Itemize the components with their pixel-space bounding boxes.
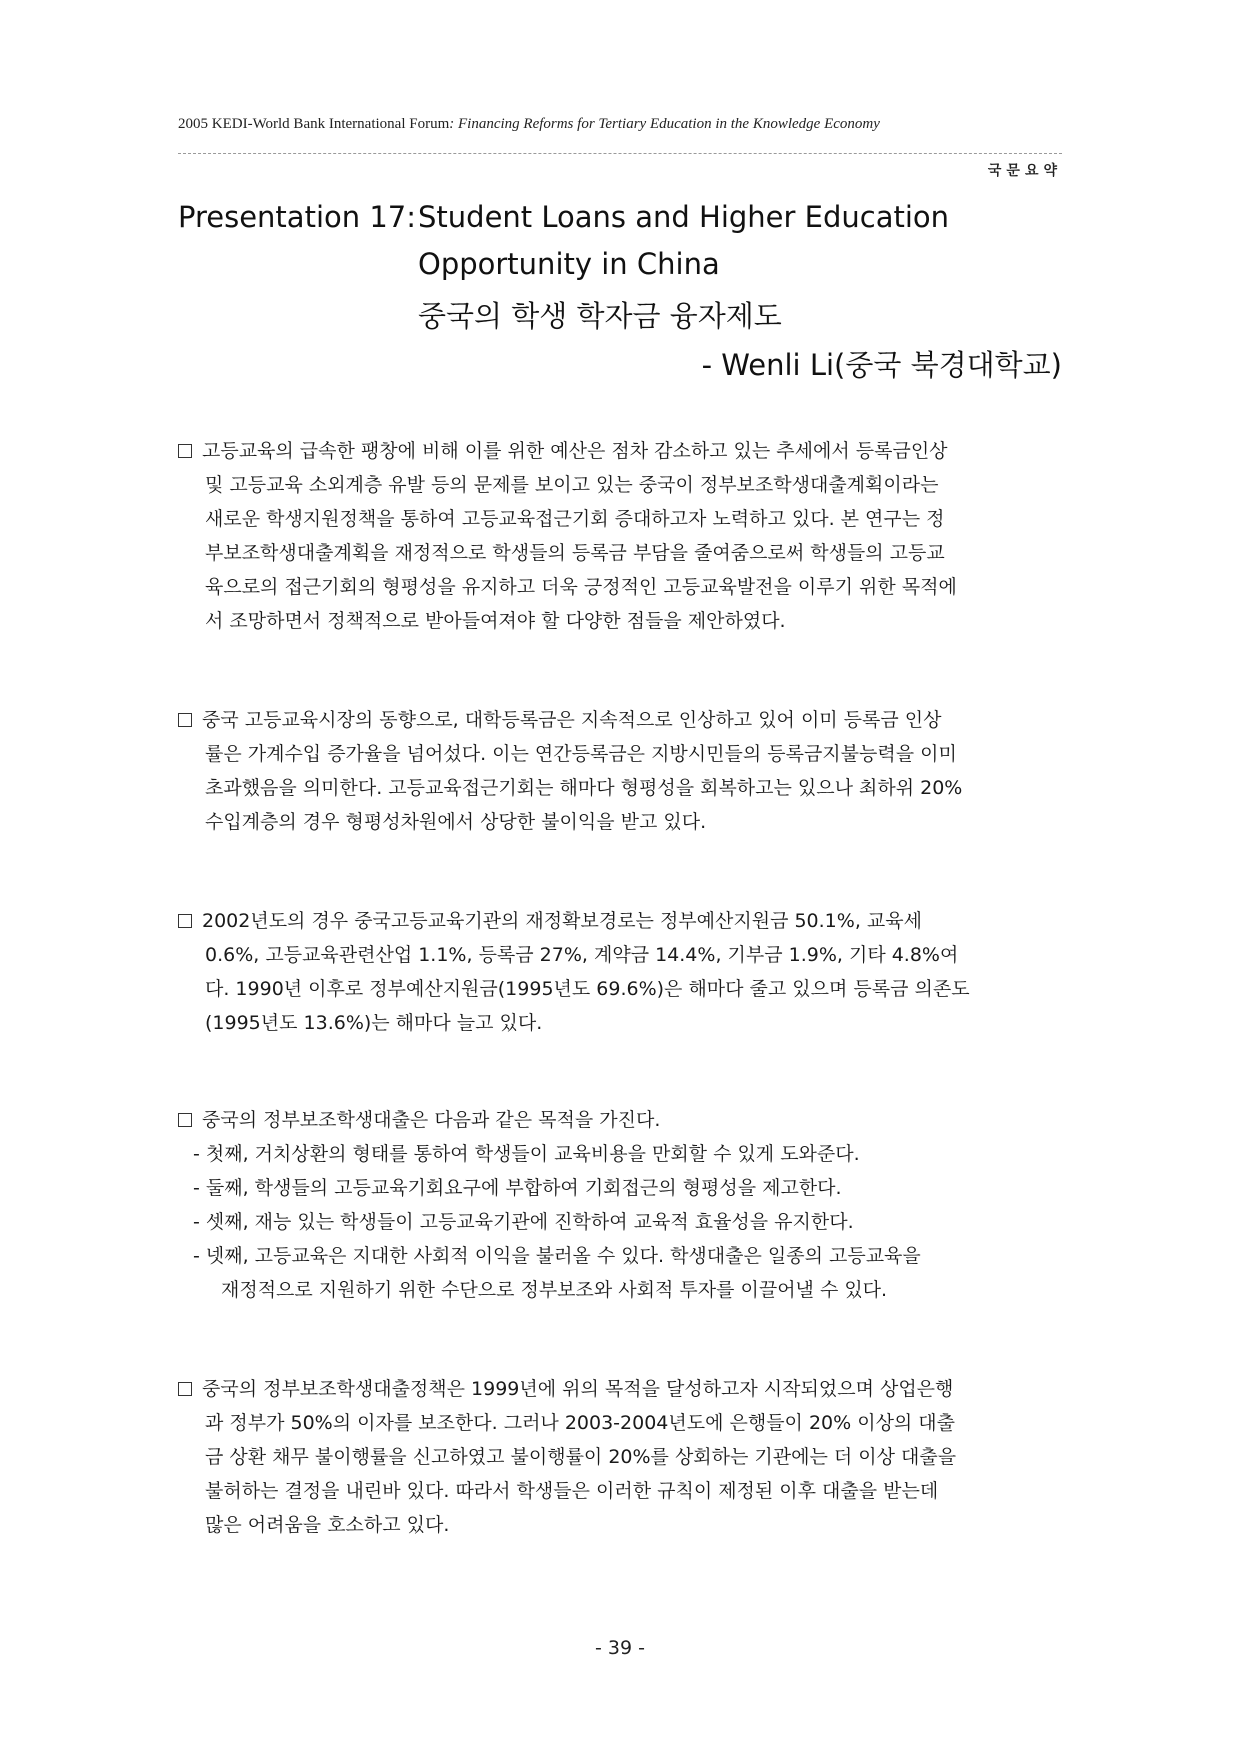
list-item: - 셋째, 재능 있는 학생들이 고등교육기관에 진학하여 교육적 효율성을 유지한다. (193, 1211, 854, 1233)
title-line-1: Student Loans and Higher Education (418, 200, 950, 234)
paragraph-intro: 중국의 정부보조학생대출은 다음과 같은 목적을 가진다. (202, 1109, 661, 1131)
paragraph-line: 부보조학생대출계획을 재정적으로 학생들의 등록금 부담을 줄여줌으로써 학생들의 고등교 (205, 542, 945, 564)
paragraph-line: 다. 1990년 이후로 정부예산지원금(1995년도 69.6%)은 해마다 줄고 있으며 등록금 의존도 (205, 978, 970, 1000)
paragraph-line: (1995년도 13.6%)는 해마다 늘고 있다. (205, 1012, 543, 1034)
paragraph-3 (178, 904, 1062, 1040)
running-header-subtitle: : Financing Reforms for Tertiary Education in the Knowledge Economy (449, 116, 880, 132)
paragraph-line: 수입계층의 경우 형평성차원에서 상당한 불이익을 받고 있다. (205, 811, 707, 833)
checkbox-bullet-icon (178, 914, 192, 928)
paragraph-5 (178, 1372, 1062, 1542)
paragraph-line: 서 조망하면서 정책적으로 받아들여져야 할 다양한 점들을 제안하였다. (205, 610, 786, 632)
list-item: - 첫째, 거치상환의 형태를 통하여 학생들이 교육비용을 만회할 수 있게 도와준다. (193, 1143, 860, 1165)
author-line: - Wenli Li(중국 북경대학교) (701, 348, 1062, 382)
paragraph-line: 중국 고등교육시장의 동향으로, 대학등록금은 지속적으로 인상하고 있어 이미 등록금 인상 (202, 709, 942, 731)
list-item: - 둘째, 학생들의 고등교육기회요구에 부합하여 기회접근의 형평성을 제고한다. (193, 1177, 842, 1199)
checkbox-bullet-icon (178, 713, 192, 727)
title-korean: 중국의 학생 학자금 융자제도 (418, 299, 782, 333)
paragraph-line: 초과했음을 의미한다. 고등교육접근기회는 해마다 형평성을 회복하고는 있으나 최하위 20% (205, 777, 963, 799)
presentation-label: Presentation 17: (178, 200, 417, 234)
title-line-2: Opportunity in China (418, 247, 720, 281)
list-item: - 넷째, 고등교육은 지대한 사회적 이익을 불러올 수 있다. 학생대출은 일종의 고등교육을 (193, 1245, 921, 1267)
paragraph-line: 불허하는 결정을 내린바 있다. 따라서 학생들은 이러한 규칙이 제정된 이후 대출을 받는데 (205, 1480, 939, 1502)
paragraph-4 (178, 1103, 1062, 1307)
list-item-continuation: 재정적으로 지원하기 위한 수단으로 정부보조와 사회적 투자를 이끌어낼 수 있다. (221, 1279, 888, 1301)
checkbox-bullet-icon (178, 1113, 192, 1127)
paragraph-1 (178, 434, 1062, 638)
paragraph-line: 많은 어려움을 호소하고 있다. (205, 1514, 450, 1536)
paragraph-line: 과 정부가 50%의 이자를 보조한다. 그러나 2003-2004년도에 은행들이 20% 이상의 대출 (205, 1412, 956, 1434)
paragraph-line: 2002년도의 경우 중국고등교육기관의 재정확보경로는 정부예산지원금 50.1%, 교육세 (202, 910, 922, 932)
paragraph-line: 및 고등교육 소외계층 유발 등의 문제를 보이고 있는 중국이 정부보조학생대출계획이라는 (205, 474, 939, 496)
paragraph-2 (178, 703, 1062, 839)
paragraph-line: 금 상환 채무 불이행률을 신고하였고 불이행률이 20%를 상회하는 기관에는 더 이상 대출을 (205, 1446, 957, 1468)
running-header-title: 2005 KEDI-World Bank International Forum (178, 116, 450, 132)
paragraph-line: 중국의 정부보조학생대출정책은 1999년에 위의 목적을 달성하고자 시작되었으며 상업은행 (202, 1378, 954, 1400)
paragraph-line: 새로운 학생지원정책을 통하여 고등교육접근기회 증대하고자 노력하고 있다. 본 연구는 정 (205, 508, 945, 530)
running-header (178, 116, 1058, 133)
header-divider (178, 153, 1062, 154)
checkbox-bullet-icon (178, 1382, 192, 1396)
paragraph-line: 고등교육의 급속한 팽창에 비해 이를 위한 예산은 점차 감소하고 있는 추세에서 등록금인상 (202, 440, 948, 462)
paragraph-line: 0.6%, 고등교육관련산업 1.1%, 등록금 27%, 계약금 14.4%, 기부금 1.9%, 기타 4.8%여 (205, 944, 959, 966)
page-number: - 39 - (595, 1637, 645, 1659)
paragraph-line: 률은 가계수입 증가율을 넘어섰다. 이는 연간등록금은 지방시민들의 등록금지불능력을 이미 (205, 743, 957, 765)
paragraph-line: 육으로의 접근기회의 형평성을 유지하고 더욱 긍정적인 고등교육발전을 이루기 위한 목적에 (205, 576, 957, 598)
checkbox-bullet-icon (178, 444, 192, 458)
section-tag: 국문요약 (987, 163, 1062, 179)
